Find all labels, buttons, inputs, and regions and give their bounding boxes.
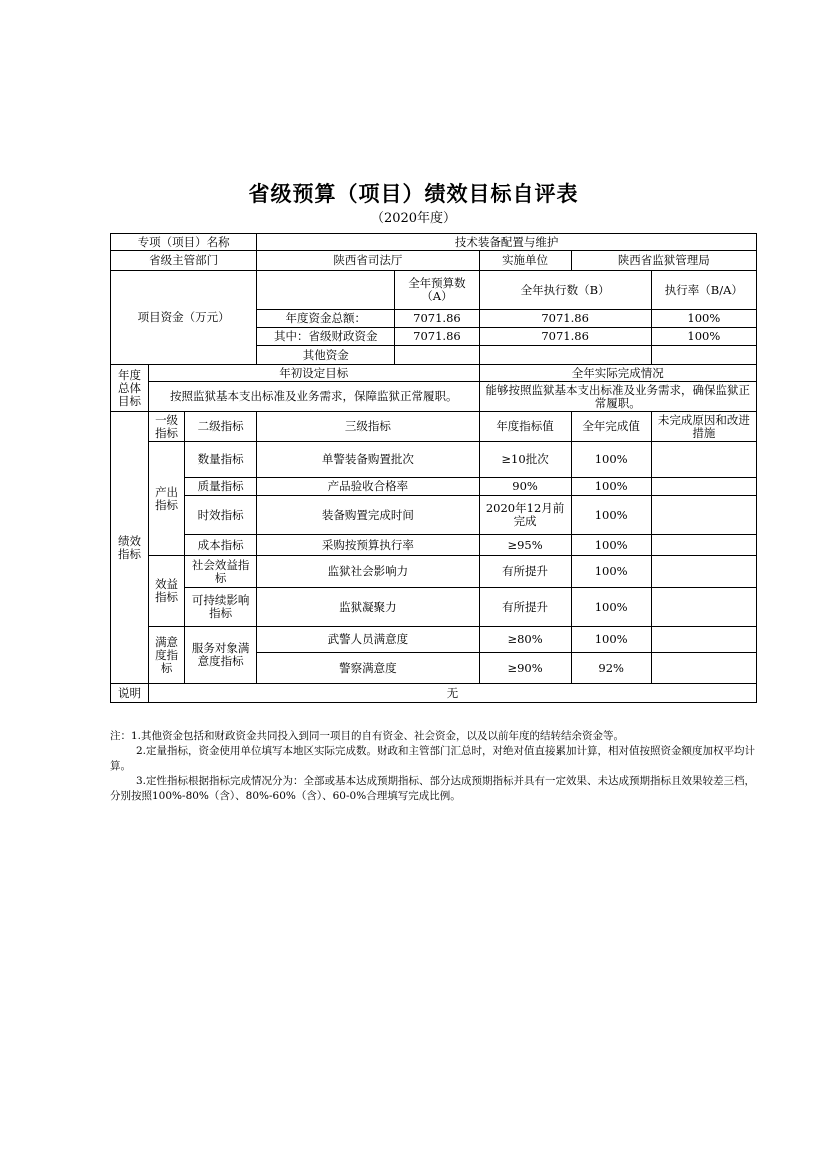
indicator-actual: 100% (571, 627, 651, 653)
level1-header: 一级指标 (149, 412, 185, 442)
indicator-level2: 时效指标 (185, 496, 257, 535)
target-header: 年度指标值 (479, 412, 571, 442)
funds-row-label: 其他资金 (257, 346, 395, 365)
indicator-level3: 装备购置完成时间 (257, 496, 479, 535)
funds-blank-header (257, 271, 395, 310)
indicator-actual: 100% (571, 535, 651, 556)
remark-label: 说明 (111, 684, 149, 703)
actual-header: 全年完成值 (571, 412, 651, 442)
funds-row-exec (479, 346, 651, 365)
funds-row-label: 其中：省级财政资金 (257, 328, 395, 346)
indicator-target: 2020年12月前完成 (479, 496, 571, 535)
indicator-reason (651, 556, 756, 588)
note-1: 注：1.其他资金包括和财政资金共同投入到同一项目的自有资金、社会资金，以及以前年度的结转结余资金等。 (110, 730, 625, 742)
funds-row-budget: 7071.86 (395, 310, 479, 328)
indicator-level2: 服务对象满意度指标 (185, 627, 257, 684)
indicator-actual: 100% (571, 478, 651, 496)
indicator-actual: 92% (571, 653, 651, 684)
indicator-level3: 监狱凝聚力 (257, 588, 479, 627)
indicator-level3: 单警装备购置批次 (257, 442, 479, 478)
indicator-level3: 警察满意度 (257, 653, 479, 684)
funds-row-budget: 7071.86 (395, 328, 479, 346)
funds-row-rate (651, 346, 756, 365)
indicator-level2: 社会效益指标 (185, 556, 257, 588)
indicator-reason (651, 496, 756, 535)
project-name-value: 技术装备配置与维护 (257, 234, 757, 251)
indicator-actual: 100% (571, 588, 651, 627)
performance-indicators-label: 绩效指标 (111, 412, 149, 684)
indicator-level3: 采购按预算执行率 (257, 535, 479, 556)
indicator-target: ≥90% (479, 653, 571, 684)
level2-header: 二级指标 (185, 412, 257, 442)
indicator-reason (651, 588, 756, 627)
remark-value: 无 (149, 684, 757, 703)
goal-set-header: 年初设定目标 (149, 365, 479, 382)
funds-row-rate: 100% (651, 328, 756, 346)
funds-label: 项目资金（万元） (111, 271, 257, 365)
budget-header: 全年预算数（A） (395, 271, 479, 310)
page-title: 省级预算（项目）绩效目标自评表 (248, 181, 579, 206)
impl-unit-value: 陕西省监狱管理局 (571, 251, 756, 271)
indicator-level2: 成本指标 (185, 535, 257, 556)
reason-header: 未完成原因和改进措施 (651, 412, 756, 442)
funds-row-rate: 100% (651, 310, 756, 328)
dept-label: 省级主管部门 (111, 251, 257, 271)
indicator-reason (651, 442, 756, 478)
indicator-level3: 监狱社会影响力 (257, 556, 479, 588)
indicator-reason (651, 653, 756, 684)
funds-row-exec: 7071.86 (479, 328, 651, 346)
exec-header: 全年执行数（B） (479, 271, 651, 310)
note-2: 2.定量指标，资金使用单位填写本地区实际完成数。财政和主管部门汇总时，对绝对值直接累加计算，相对值按照资金额度加权平均计算。 (110, 745, 756, 772)
goal-actual-header: 全年实际完成情况 (479, 365, 757, 382)
indicator-target: ≥10批次 (479, 442, 571, 478)
impl-unit-label: 实施单位 (479, 251, 571, 271)
funds-row-budget (395, 346, 479, 365)
indicator-level3: 武警人员满意度 (257, 627, 479, 653)
indicator-actual: 100% (571, 556, 651, 588)
page-subtitle-year: （2020年度） (370, 211, 457, 226)
footnotes (110, 729, 758, 804)
rate-header: 执行率（B/A） (651, 271, 756, 310)
output-indicator-group: 产出指标 (149, 442, 185, 556)
level3-header: 三级指标 (257, 412, 479, 442)
indicator-level2: 质量指标 (185, 478, 257, 496)
indicator-target: 有所提升 (479, 556, 571, 588)
annual-goal-label: 年度总体目标 (111, 365, 149, 412)
funds-row-exec: 7071.86 (479, 310, 651, 328)
indicator-reason (651, 535, 756, 556)
indicator-reason (651, 478, 756, 496)
goal-actual-text: 能够按照监狱基本支出标准及业务需求，确保监狱正常履职。 (479, 382, 757, 412)
note-3: 3.定性指标根据指标完成情况分为：全部或基本达成预期指标、部分达成预期指标并具有一定效果、未达成预期指标且效果较差三档，分别按照100%-80%（含）、80%-60%（含）、60-0%合理填写完成比例。 (110, 775, 756, 802)
indicator-target: ≥80% (479, 627, 571, 653)
indicator-level3: 产品验收合格率 (257, 478, 479, 496)
indicator-actual: 100% (571, 442, 651, 478)
goal-set-text: 按照监狱基本支出标准及业务需求，保障监狱正常履职。 (149, 382, 479, 412)
benefit-indicator-group: 效益指标 (149, 556, 185, 627)
satisfaction-indicator-group: 满意度指标 (149, 627, 185, 684)
funds-row-label: 年度资金总额： (257, 310, 395, 328)
self-evaluation-table (110, 233, 757, 703)
dept-value: 陕西省司法厅 (257, 251, 479, 271)
indicator-target: 90% (479, 478, 571, 496)
indicator-target: 有所提升 (479, 588, 571, 627)
indicator-actual: 100% (571, 496, 651, 535)
indicator-level2: 数量指标 (185, 442, 257, 478)
project-name-label: 专项（项目）名称 (111, 234, 257, 251)
indicator-reason (651, 627, 756, 653)
indicator-target: ≥95% (479, 535, 571, 556)
indicator-level2: 可持续影响指标 (185, 588, 257, 627)
